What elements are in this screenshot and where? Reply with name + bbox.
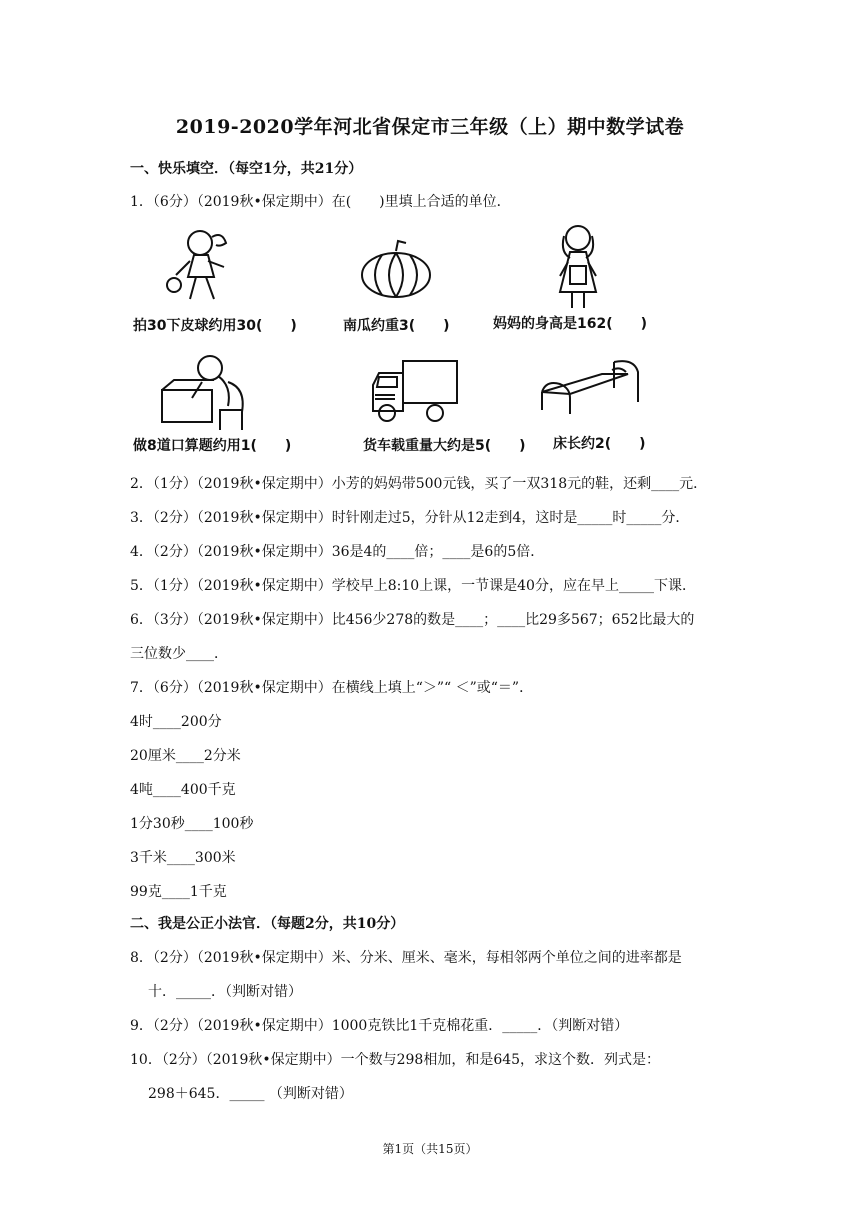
figure-caption-2: 南瓜约重3( ) <box>343 318 450 334</box>
figure-caption-6: 床长约2( ) <box>553 436 646 452</box>
truck-icon <box>369 355 461 425</box>
compare-item: 4吨____400千克 <box>130 782 236 798</box>
question-6: 6．（3分）（2019秋•保定期中）比456少278的数是____；____比29多567；652比最大的 <box>130 612 695 628</box>
bed-icon <box>538 358 642 418</box>
question-6-continued: 三位数少____． <box>130 646 228 662</box>
question-3: 3．（2分）（2019秋•保定期中）时针刚走过5，分针从12走到4，这时是_____时_____分． <box>130 510 690 526</box>
mother-icon <box>548 222 608 310</box>
question-5: 5．（1分）（2019秋•保定期中）学校早上8:10上课，一节课是40分，应在早上_____下课． <box>130 578 696 594</box>
question-2: 2．（1分）（2019秋•保定期中）小芳的妈妈带500元钱，买了一双318元的鞋，还剩____元． <box>130 476 708 492</box>
section-1-heading: 一、快乐填空．（每空1分，共21分） <box>130 161 363 177</box>
child-studying-icon <box>158 352 254 432</box>
question-1: 1．（6分）（2019秋•保定期中）在( )里填上合适的单位． <box>130 194 511 210</box>
question-7: 7．（6分）（2019秋•保定期中）在横线上填上“＞”“ ＜”或“＝”． <box>130 680 534 696</box>
compare-item: 1分30秒____100秒 <box>130 816 254 832</box>
question-10-continued: 298＋645．_____ （判断对错） <box>148 1086 353 1102</box>
page-footer: 第1页（共15页） <box>382 1142 478 1156</box>
compare-item: 3千米____300米 <box>130 850 236 866</box>
girl-bouncing-ball-icon <box>158 225 248 305</box>
question-4: 4．（2分）（2019秋•保定期中）36是4的____倍；____是6的5倍． <box>130 544 545 560</box>
section-2-heading: 二、我是公正小法官．（每题2分，共10分） <box>130 916 405 932</box>
figure-caption-1: 拍30下皮球约用30( ) <box>133 318 297 334</box>
figure-caption-3: 妈妈的身高是162( ) <box>493 316 648 332</box>
page-title: 2019-2020学年河北省保定市三年级（上）期中数学试卷 <box>175 116 685 138</box>
figure-caption-4: 做8道口算题约用1( ) <box>133 438 292 454</box>
question-10: 10．（2分）（2019秋•保定期中）一个数与298相加，和是645，求这个数．列式是： <box>130 1052 661 1068</box>
compare-item: 99克____1千克 <box>130 884 227 900</box>
question-8: 8．（2分）（2019秋•保定期中）米、分米、厘米、毫米，每相邻两个单位之间的进率都是 <box>130 950 682 966</box>
compare-item: 4时____200分 <box>130 714 222 730</box>
figure-caption-5: 货车载重量大约是5( ) <box>363 438 526 454</box>
question-9: 9．（2分）（2019秋•保定期中）1000克铁比1千克棉花重．_____．（判断对错） <box>130 1018 629 1034</box>
question-8-continued: 十．_____．（判断对错） <box>148 984 302 1000</box>
compare-item: 20厘米____2分米 <box>130 748 241 764</box>
pumpkin-icon <box>358 237 434 299</box>
